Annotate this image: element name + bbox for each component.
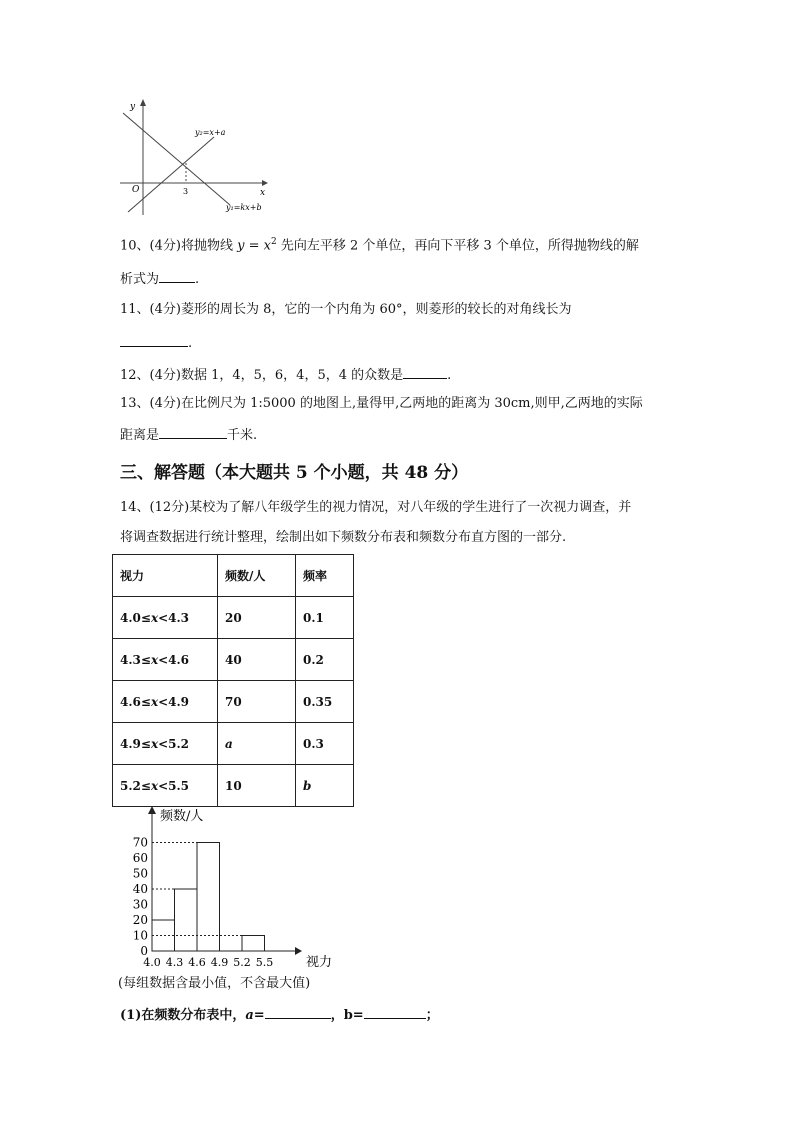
q11-answer-blank[interactable]	[120, 332, 188, 347]
q13-unit: 千米.	[227, 428, 258, 443]
part1-prefix: (1)在频数分布表中，	[120, 1008, 246, 1023]
cell-count: 70	[218, 681, 296, 723]
cell-freq: 0.35	[296, 681, 354, 723]
cell-freq: 0.2	[296, 639, 354, 681]
q10-x: x	[263, 238, 271, 254]
graph-line1-label: y₁=kx+b	[226, 203, 262, 212]
x-tick-label: 4.0	[143, 956, 161, 969]
table-header-row	[113, 555, 354, 597]
x-tick-label: 4.9	[210, 956, 229, 969]
part1-sep: ，b=	[330, 1008, 364, 1023]
y-axis-label: 频数/人	[160, 809, 204, 824]
y-tick-label: 70	[132, 835, 148, 850]
histogram-bar	[152, 920, 175, 951]
cell-range: 4.9≤x<5.2	[113, 723, 218, 765]
question-13-line2	[120, 424, 257, 446]
table-row	[113, 765, 354, 807]
question-14-line2: 将调查数据进行统计整理，绘制出如下频数分布表和频数分布直方图的一部分.	[120, 530, 567, 545]
q12-end: .	[447, 368, 452, 383]
header-count: 频数/人	[218, 555, 296, 597]
y-axis-arrow	[148, 806, 156, 814]
y-tick-label: 30	[132, 897, 148, 912]
cell-range: 5.2≤x<5.5	[113, 765, 218, 807]
graph-y-label: y	[130, 102, 136, 112]
part-1	[120, 1004, 439, 1026]
q11-text: 11、(4分)菱形的周长为 8，它的一个内角为 60°，则菱形的较长的对角线长为	[120, 302, 572, 317]
frequency-table	[112, 554, 354, 807]
cell-count: 10	[218, 765, 296, 807]
question-10	[120, 232, 639, 256]
q10-prefix: 10、(4分)将抛物线	[120, 238, 238, 254]
x-tick-label: 4.6	[188, 956, 206, 969]
q13-answer-blank[interactable]	[159, 424, 227, 439]
q13-line2: 距离是	[120, 428, 160, 443]
histogram-bar	[175, 889, 198, 951]
part1-b-blank[interactable]	[364, 1004, 426, 1019]
x-axis-arrow	[295, 947, 302, 955]
q10-y: y	[237, 238, 245, 254]
question-10-line2	[120, 268, 199, 290]
y-tick-label: 20	[132, 913, 148, 927]
q12-answer-blank[interactable]	[403, 364, 447, 379]
question-11-line2	[120, 332, 192, 354]
q13-text: 13、(4分)在比例尺为 1:5000 的地图上,量得甲,乙两地的距离为 30cm,则甲,乙两地的实际	[120, 396, 643, 411]
q10-suffix: 先向左平移 2 个单位，再向下平移 3 个单位，所得抛物线的解	[276, 238, 639, 254]
y-tick-label: 40	[132, 882, 148, 896]
cell-count: a	[218, 723, 296, 765]
x-tick-label: 4.3	[165, 956, 184, 969]
graph-x-arrow	[262, 180, 268, 186]
y-tick-label: 0	[140, 944, 148, 958]
q12-text: 12、(4分)数据 1，4，5，6，4，5，4 的众数是	[120, 368, 404, 383]
x-axis-label: 视力	[306, 955, 333, 970]
histogram-note: (每组数据含最小值，不含最大值)	[118, 976, 311, 991]
cell-range: 4.6≤x<4.9	[113, 681, 218, 723]
part1-end: ；	[425, 1008, 439, 1023]
q10-exp: 2	[270, 237, 277, 247]
q10-answer-blank[interactable]	[159, 268, 195, 283]
y-tick-label: 50	[132, 866, 148, 881]
x-tick-label: 5.2	[233, 956, 251, 969]
graph-y-arrow	[140, 99, 146, 106]
part1-a: a	[245, 1008, 254, 1023]
y-tick-label: 60	[132, 851, 148, 865]
cell-freq: 0.3	[296, 723, 354, 765]
frequency-histogram	[110, 806, 350, 972]
cell-count: 40	[218, 639, 296, 681]
q11-end: .	[188, 336, 193, 351]
x-tick-label: 5.5	[255, 956, 274, 969]
table-row	[113, 597, 354, 639]
part1-a-blank[interactable]	[265, 1004, 331, 1019]
histogram-bar	[242, 936, 265, 952]
y-tick-label: 10	[132, 928, 148, 943]
part1-eq: =	[253, 1008, 265, 1023]
histogram-bar	[197, 843, 220, 952]
q10-eq: =	[244, 238, 264, 254]
graph-origin: O	[132, 185, 140, 195]
line-y2	[128, 137, 214, 212]
graph-x-label: x	[260, 188, 266, 198]
q10-line2: 析式为	[120, 272, 160, 287]
table-row	[113, 723, 354, 765]
cell-count: 20	[218, 597, 296, 639]
table-row	[113, 639, 354, 681]
question-11	[120, 300, 572, 320]
cell-range: 4.0≤x<4.3	[113, 597, 218, 639]
graph-tick-3: 3	[183, 187, 189, 196]
linear-functions-graph	[110, 95, 280, 220]
cell-freq: b	[296, 765, 354, 807]
header-vision: 视力	[113, 555, 218, 597]
cell-range: 4.3≤x<4.6	[113, 639, 218, 681]
table-row	[113, 681, 354, 723]
graph-line2-label: y₂=x+a	[195, 128, 226, 137]
cell-freq: 0.1	[296, 597, 354, 639]
header-freq: 频率	[296, 555, 354, 597]
question-12	[120, 364, 451, 386]
q10-end: .	[195, 272, 200, 287]
section-3-title: 三、解答题（本大题共 5 个小题，共 48 分）	[120, 463, 469, 483]
question-13	[120, 394, 643, 414]
question-14-line1: 14、(12分)某校为了解八年级学生的视力情况，对八年级的学生进行了一次视力调查，并	[120, 500, 632, 515]
